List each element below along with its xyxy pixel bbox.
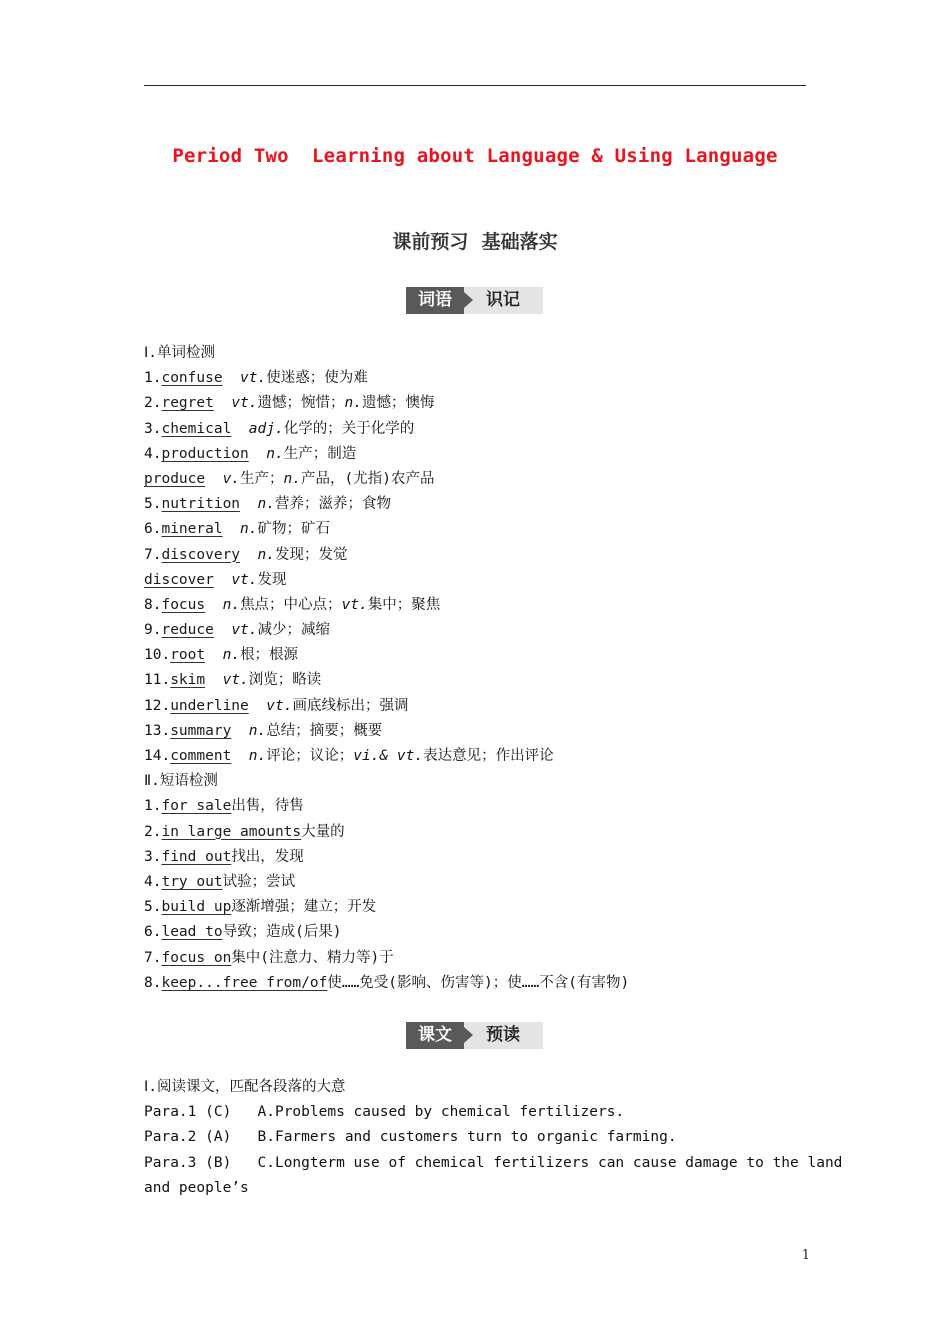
word-definition: 评论；议论； [266,748,354,764]
word-number: 9. [144,622,162,639]
phrase-item [144,920,814,945]
paragraph-continuation: and people’s [144,1179,249,1196]
section-heading: 课前预习 基础落实 [392,231,558,253]
phrase-definition: 出售，待售 [231,798,304,815]
word-number: 7. [144,546,162,563]
part-of-speech: vt. [231,571,258,588]
word-definition: 化学的；关于化学的 [283,420,415,437]
word-number: 3. [144,420,162,437]
word-entry: discover [144,571,214,588]
phrase-number: 2. [144,823,162,840]
word-entry: underline [170,697,249,714]
phrase-number: 7. [144,949,162,966]
phrase-entry: focus on [161,949,232,966]
word-item [144,517,814,542]
reading-section [144,1075,843,1201]
word-item [144,593,814,618]
phrase-item [144,946,814,971]
page-title: Period Two Learning about Language & Using Language [172,145,778,167]
word-entry: confuse [161,370,223,387]
word-definition-2: 遗憾；懊悔 [362,395,435,412]
word-definition: 遗憾；惋惜； [257,395,345,412]
word-entry: reduce [161,622,214,639]
part-of-speech-2: vt. [341,596,368,613]
word-definition-2: 集中；聚焦 [367,596,441,613]
phrase-definition: 试验；尝试 [222,873,296,890]
phrase-definition: 找出，发现 [231,848,304,865]
page-number: 1 [801,1248,810,1263]
phrase-definition: 逐渐增强；建立；开发 [231,899,377,916]
phrase-number: 4. [144,873,162,890]
part-of-speech: n. [240,521,258,538]
word-number: 1. [144,370,162,387]
word-definition: 生产；制造 [283,445,357,462]
word-entry: summary [170,722,232,739]
word-definition: 焦点；中心点； [240,596,342,613]
phrase-entry: build up [161,899,232,916]
word-item [144,467,814,492]
phrase-entry: for sale [161,798,232,815]
word-number: 14. [144,748,171,764]
word-item [144,543,814,568]
word-definition: 浏览；略读 [248,672,322,689]
vocabulary-section [144,341,814,996]
part-of-speech: n. [257,496,275,513]
part-of-speech-2: n. [344,395,362,412]
phrase-item [144,895,814,920]
banner-text-preview [406,1022,543,1049]
word-definition: 矿物；矿石 [257,521,331,538]
word-check-heading [144,341,814,366]
word-item [144,568,814,593]
part-of-speech: vt. [240,370,267,387]
part-of-speech: vt. [231,395,258,412]
word-item [144,417,814,442]
phrase-item [144,820,814,845]
word-entry: focus [161,596,206,613]
word-number: 10. [144,647,171,664]
phrase-item [144,870,814,895]
word-number: 2. [144,395,162,412]
word-item [144,643,814,668]
phrase-entry: in large amounts [161,823,302,840]
paragraph-match-item [144,1100,806,1125]
phrase-entry: lead to [161,924,223,941]
part-of-speech: vt. [231,622,258,639]
word-entry: skim [170,672,206,689]
word-definition-2: 产品，(尤指)农产品 [301,470,435,487]
word-entry: produce [144,470,206,487]
word-definition: 根；根源 [240,647,299,664]
word-item [144,694,814,719]
part-of-speech-2: vi.& vt. [353,748,424,764]
word-definition: 使迷惑；使为难 [266,370,368,387]
word-check-heading-text: Ⅰ.单词检测 [144,345,216,361]
word-definition: 营养；滋养；食物 [274,496,391,513]
part-of-speech: n. [248,722,267,739]
phrase-definition: 导致；造成(后果) [222,924,342,941]
part-of-speech: n. [222,596,241,613]
word-definition: 减少；减缩 [257,622,331,639]
paragraph-main-idea: A.Problems caused by chemical fertilizers. [257,1104,625,1121]
banner-text-preview-right: 预读 [464,1022,543,1049]
word-definition: 总结；摘要；概要 [266,722,383,739]
word-number: 13. [144,722,171,739]
paragraph-label: Para.1 (C) [144,1104,232,1121]
phrase-entry: try out [161,873,223,890]
word-entry: nutrition [161,496,241,513]
paragraph-label: Para.3 (B) [144,1154,232,1171]
word-number: 12. [144,697,171,714]
banner-text-preview-left: 课文 [406,1022,464,1049]
paragraph-label: Para.2 (A) [144,1129,232,1146]
part-of-speech: v. [222,470,241,487]
word-item [144,366,814,391]
header-rule [144,85,806,86]
word-entry: discovery [161,546,241,563]
phrase-definition: 集中(注意力、精力等)于 [231,949,394,966]
word-item [144,719,814,744]
word-item [144,391,814,416]
word-definition: 发现；发觉 [274,546,348,563]
word-entry: mineral [161,521,223,538]
part-of-speech: n. [248,748,267,764]
phrase-definition: 使……免受(影响、伤害等)；使……不含(有害物) [327,974,630,991]
word-item [144,744,814,769]
part-of-speech: vt. [266,697,293,714]
phrase-number: 6. [144,924,162,941]
part-of-speech: n. [222,647,241,664]
word-entry: root [170,647,206,664]
phrase-check-heading: Ⅱ.短语检测 [144,773,218,790]
word-definition: 画底线标出；强调 [292,697,409,714]
word-number: 5. [144,496,162,513]
word-entry: production [161,445,249,462]
word-entry: regret [161,395,214,412]
word-definition: 发现 [257,571,287,588]
phrase-number: 8. [144,974,162,991]
paragraph-match-item [144,1151,843,1176]
phrase-entry: find out [161,848,232,865]
word-item [144,668,814,693]
word-number: 4. [144,445,162,462]
banner-vocabulary-right: 识记 [464,287,543,314]
word-item [144,618,814,643]
word-entry: comment [170,748,232,764]
word-item [144,442,814,467]
banner-vocabulary-left: 词语 [406,287,464,314]
phrase-item [144,794,814,819]
phrase-item [144,845,814,870]
phrase-number: 1. [144,798,162,815]
word-entry: chemical [161,420,232,437]
phrase-item [144,971,814,996]
phrase-number: 5. [144,899,162,916]
word-number: 6. [144,521,162,538]
word-definition: 生产； [240,470,284,487]
part-of-speech: vt. [222,672,249,689]
word-number: 8. [144,596,162,613]
part-of-speech: n. [266,445,284,462]
phrase-entry: keep...free from/of [161,974,328,991]
part-of-speech: adj. [248,420,284,437]
reading-heading: Ⅰ.阅读课文，匹配各段落的大意 [144,1079,346,1095]
phrase-definition: 大量的 [301,823,345,840]
paragraph-main-idea: C.Longterm use of chemical fertilizers can cause damage to the land [257,1154,843,1171]
paragraph-match-item [144,1125,806,1150]
word-item [144,492,814,517]
word-number: 11. [144,672,171,689]
part-of-speech-2: n. [283,470,302,487]
word-definition-2: 表达意见；作出评论 [423,748,554,764]
banner-vocabulary [406,287,543,314]
part-of-speech: n. [257,546,275,563]
paragraph-main-idea: B.Farmers and customers turn to organic farming. [257,1129,677,1146]
phrase-number: 3. [144,848,162,865]
